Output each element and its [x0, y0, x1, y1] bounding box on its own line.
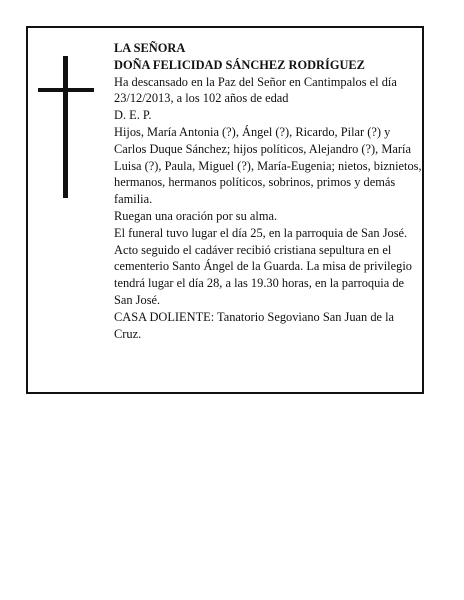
funeral-details: El funeral tuvo lugar el día 25, en la parroquia de San José. Acto seguido el cadáver recibió cristiana sepultura en el cementerio Santo Ángel de la Guarda. La misa de privilegio tendrá lugar el día 28, a las 19.30 horas, en la parroquia de San José.: [114, 225, 412, 307]
dep-text: D. E. P.: [114, 108, 152, 123]
notice-text: [114, 40, 422, 342]
mourning-house: CASA DOLIENTE: Tanatorio Segoviano San Juan de la Cruz.: [114, 309, 395, 341]
cross-vertical-bar: [63, 56, 68, 198]
cross-horizontal-bar: [38, 88, 94, 92]
family-list: Hijos, María Antonia (?), Ángel (?), Ricardo, Pilar (?) y Carlos Duque Sánchez; hijos políticos, Alejandro (?), María Luisa (?), Paula, Miguel (?), María-Eugenia; nietos, biznietos, hermanos, hermanos políticos, sobrinos, primos y demás familia.: [114, 124, 422, 207]
deceased-name: DOÑA FELICIDAD SÁNCHEZ RODRÍGUEZ: [114, 57, 365, 72]
obituary-notice: [26, 26, 424, 394]
notice-title-prefix: LA SEÑORA: [114, 41, 186, 55]
death-announcement: Ha descansado en la Paz del Señor en Cantimpalos el día 23/12/2013, a los 102 años de edad: [114, 74, 397, 106]
cross-icon: [36, 56, 96, 198]
prayer-request: Ruegan una oración por su alma.: [114, 208, 278, 223]
